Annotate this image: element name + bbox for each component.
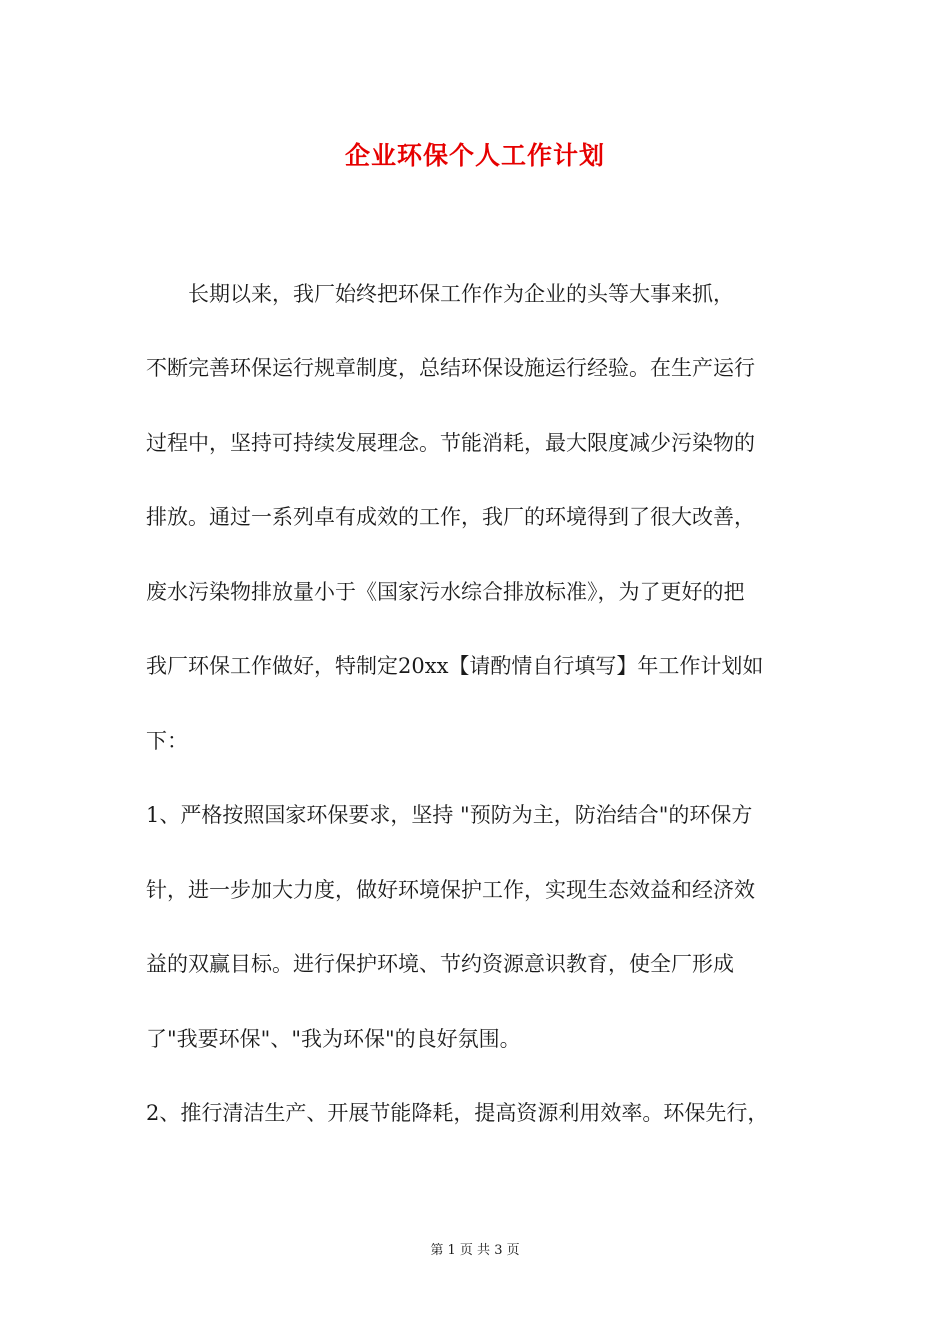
body-line: 过程中，坚持可持续发展理念。节能消耗，最大限度减少污染物的 [146, 431, 755, 455]
body-line: 废水污染物排放量小于《国家污水综合排放标准》，为了更好的把 [146, 580, 745, 604]
page-footer [0, 1239, 950, 1258]
body-line: 下： [146, 729, 188, 753]
body-line: 益的双赢目标。进行保护环境、节约资源意识教育，使全厂形成 [146, 952, 734, 976]
body-line: 针，进一步加大力度，做好环境保护工作，实现生态效益和经济效 [146, 878, 755, 902]
body-line: 排放。通过一系列卓有成效的工作，我厂的环境得到了很大改善， [146, 505, 755, 529]
body-line: 不断完善环保运行规章制度，总结环保设施运行经验。在生产运行 [146, 356, 755, 380]
body-line: 我厂环保工作做好，特制定20xx【请酌情自行填写】年工作计划如 [146, 654, 764, 678]
body-line: 1、严格按照国家环保要求，坚持 "预防为主，防治结合"的环保方 [146, 803, 753, 827]
body-line: 长期以来，我厂始终把环保工作作为企业的头等大事来抓， [146, 282, 734, 306]
body-line: 了"我要环保"、"我为环保"的良好氛围。 [146, 1027, 521, 1051]
body-line: 2、推行清洁生产、开展节能降耗，提高资源利用效率。环保先行， [146, 1101, 769, 1125]
document-title: 企业环保个人工作计划 [344, 141, 605, 170]
page-number-label: 第 1 页 共 3 页 [430, 1243, 520, 1258]
